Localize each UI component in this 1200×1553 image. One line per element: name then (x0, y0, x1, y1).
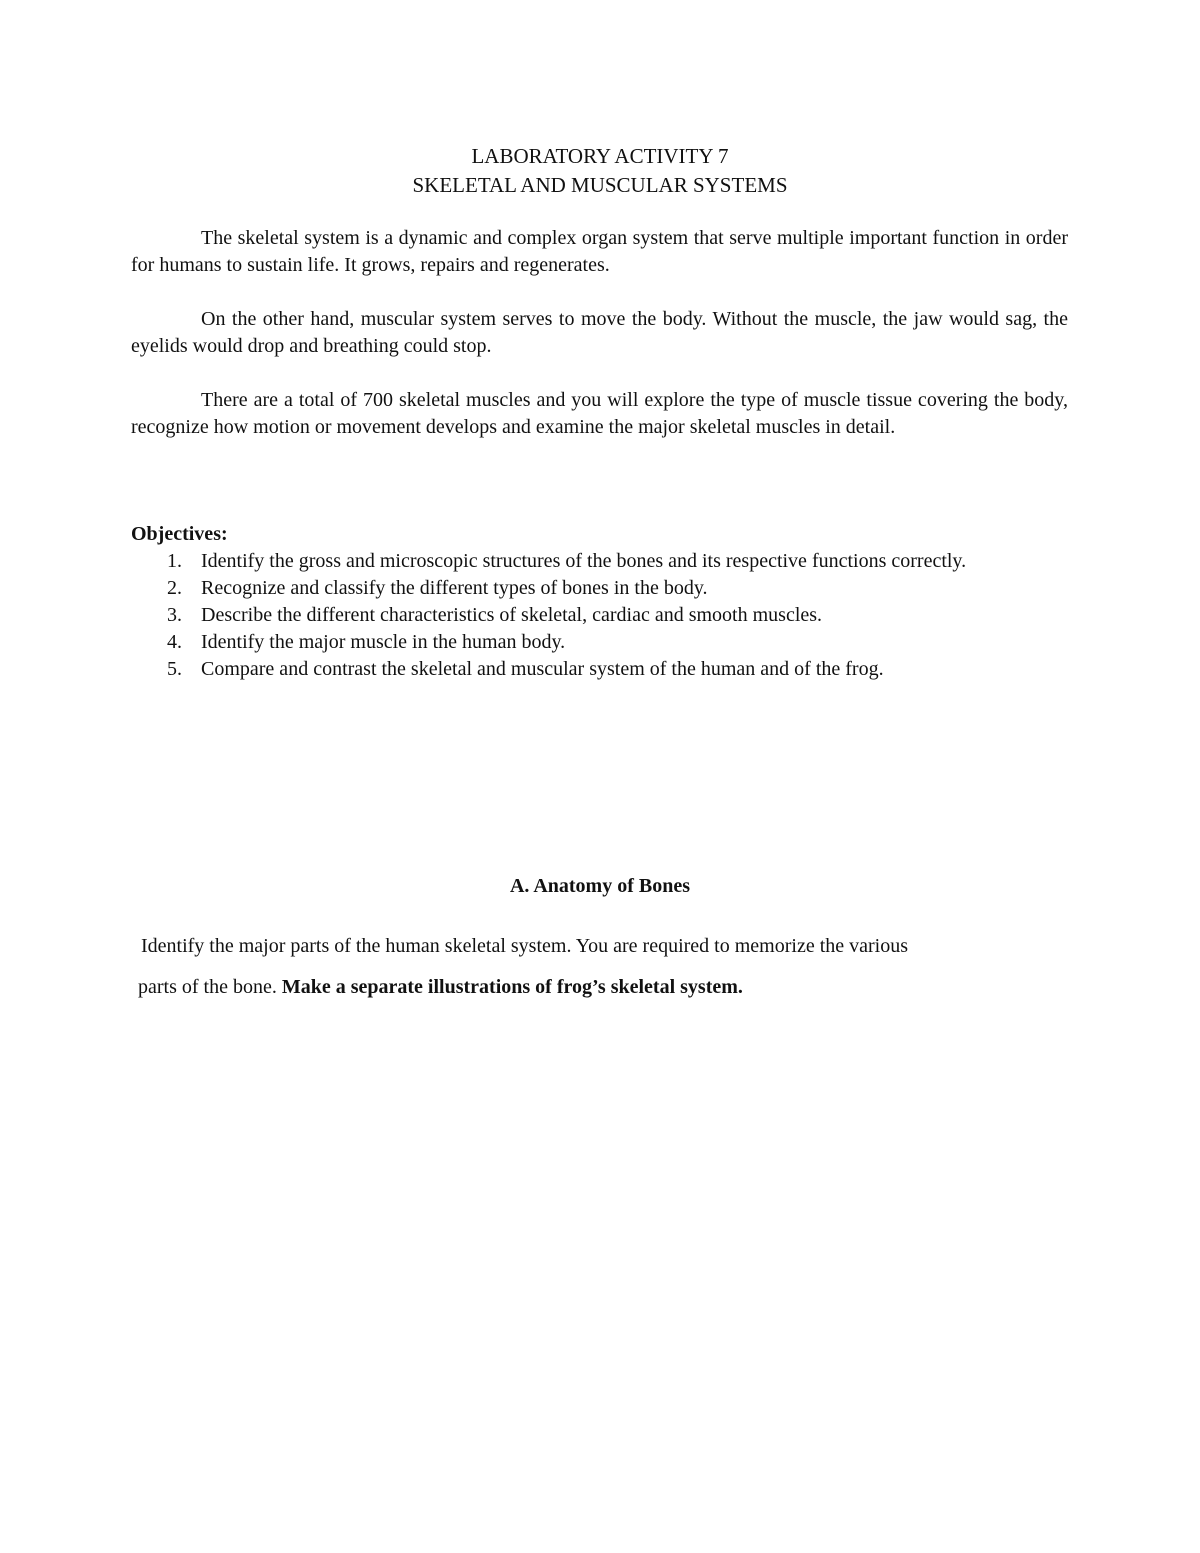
objective-number: 3. (167, 604, 182, 626)
instruction-line-1: Identify the major parts of the human skeletal system. You are required to memorize the various (141, 935, 909, 957)
section-a-instruction (138, 926, 1071, 1008)
activity-title: LABORATORY ACTIVITY 7 (471, 144, 729, 168)
objective-text: Describe the different characteristics of skeletal, cardiac and smooth muscles. (201, 604, 823, 626)
objective-item (131, 575, 1068, 602)
objective-item (131, 629, 1068, 656)
objective-text: Compare and contrast the skeletal and muscular system of the human and of the frog. (201, 658, 884, 680)
objective-item (131, 602, 1068, 629)
objective-number: 1. (167, 550, 182, 572)
instruction-line-2-text: parts of the bone. (138, 976, 277, 998)
instruction-line-2 (138, 967, 1071, 1008)
objective-number: 4. (167, 631, 182, 653)
objectives-heading: Objectives: (131, 523, 228, 545)
instruction-bold-text: Make a separate illustrations of frog’s skeletal system. (281, 976, 743, 998)
objective-item (131, 548, 1068, 575)
objective-text: Recognize and classify the different types of bones in the body. (201, 577, 708, 599)
objective-item (131, 656, 1068, 683)
objective-text: Identify the major muscle in the human body. (201, 631, 566, 653)
objective-text: Identify the gross and microscopic structures of the bones and its respective functions correctly. (201, 550, 967, 572)
objective-number: 5. (167, 658, 182, 680)
intro-paragraph-muscular: On the other hand, muscular system serves to move the body. Without the muscle, the jaw would sag, the eyelids would drop and breathing could stop. (131, 308, 1068, 357)
section-a-heading: A. Anatomy of Bones (509, 875, 690, 897)
objectives-list (131, 548, 1068, 683)
activity-subtitle: SKELETAL AND MUSCULAR SYSTEMS (412, 173, 788, 197)
intro-paragraph-skeletal: The skeletal system is a dynamic and complex organ system that serve multiple important function in order for humans to sustain life. It grows, repairs and regenerates. (131, 227, 1068, 276)
intro-paragraph-muscles-count: There are a total of 700 skeletal muscles and you will explore the type of muscle tissue covering the body, recognize how motion or movement develops and examine the major skeletal muscles in detail. (131, 389, 1068, 438)
objective-number: 2. (167, 577, 182, 599)
